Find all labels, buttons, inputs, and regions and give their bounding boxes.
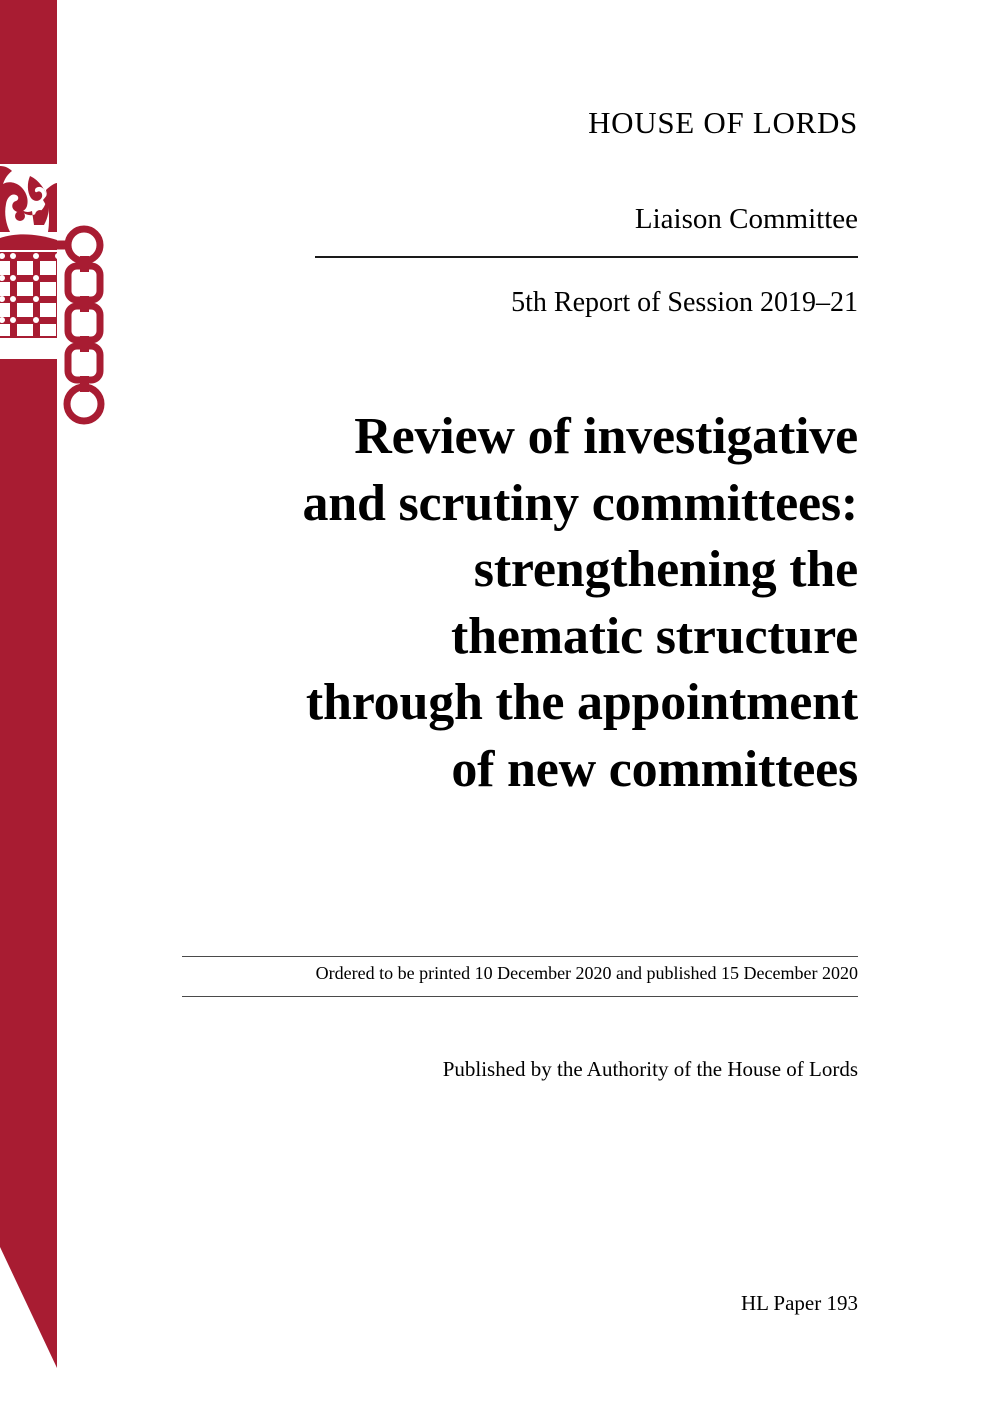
- report-session: 5th Report of Session 2019–21: [511, 287, 858, 318]
- page-title: [150, 404, 858, 803]
- committee-name: Liaison Committee: [634, 203, 858, 235]
- published-by-authority-text: Published by the Authority of the House of Lords: [442, 1057, 858, 1081]
- title-line: Review of investigative: [354, 408, 858, 465]
- hl-paper-number: HL Paper 193: [740, 1291, 858, 1315]
- title-line: thematic structure: [451, 607, 858, 665]
- cover-text-column: [150, 0, 858, 1401]
- crimson-spine-band: [0, 0, 120, 1401]
- ordered-divider-rule-bottom: [182, 996, 858, 997]
- ordered-to-be-printed-text: Ordered to be printed 10 December 2020 and published 15 December 2020: [315, 963, 858, 983]
- title-line: of new committees: [451, 740, 858, 798]
- title-line: and scrutiny committees:: [302, 474, 858, 532]
- title-line: strengthening the: [473, 541, 858, 599]
- ordered-divider-rule-top: [182, 956, 858, 957]
- crowned-portcullis-icon: [0, 0, 120, 1401]
- header-divider-rule: [315, 256, 858, 258]
- house-of-lords-heading: HOUSE OF LORDS: [588, 105, 858, 140]
- title-line: through the appointment: [305, 674, 858, 732]
